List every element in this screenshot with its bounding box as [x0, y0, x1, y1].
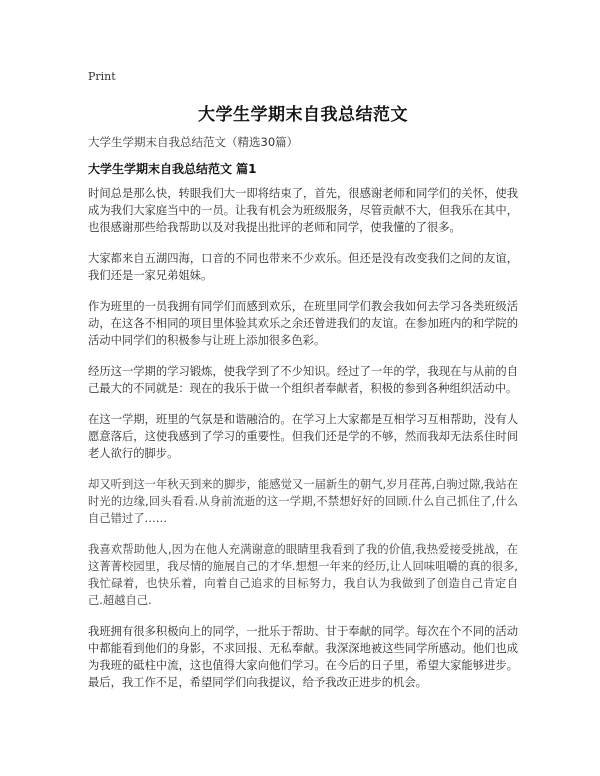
paragraph-1: 时间总是那么快，转眼我们大一即将结束了，首先，很感谢老师和同学们的关怀，使我成为我们大家庭当中的一员。让我有机会为班级服务，尽管贡献不大，但我乐在其中，也很感谢那些给我帮助以及对我提出批评的老师和同学，使我懂的了很多。	[88, 187, 518, 234]
paragraph-8: 我班拥有很多积极向上的同学，一批乐于帮助、甘于奉献的同学。每次在个不同的活动中都能看到他们的身影，不求回报、无私奉献。我深深地被这些同学所感动。他们也成为我班的砥柱中流，这也值得大家向他们学习。在今后的日子里，希望大家能够进步。最后，我工作不足，希望同学们向我提议，给予我改正进步的机会。	[88, 625, 518, 689]
paragraph-4: 经历这一学期的学习锻炼，使我学到了不少知识。经过了一年的学，我现在与从前的自己最大的不同就是：现在的我乐于做一个组织者奉献者，积极的参到各种组织活动中。	[88, 365, 518, 395]
paragraph-5: 在这一学期，班里的气氛是和谐融洽的。在学习上大家都是互相学习互相帮助，没有人愿意落后，这使我感到了学习的重要性。但我们还是学的不够，然而我却无法系住时间老人欲行的脚步。	[88, 413, 518, 460]
print-label: Print	[88, 70, 116, 83]
document-subtitle: 大学生学期末自我总结范文（精选30篇）	[88, 135, 299, 149]
paragraph-3: 作为班里的一员我拥有同学们而感到欢乐，在班里同学们教会我如何去学习各类班级活动，在这各不相同的项目里体验其欢乐之余还曾进我们的友谊。在参加班内的和学院的活动中同学们的积极参与让班上添加很多色彩。	[88, 300, 518, 347]
section-heading: 大学生学期末自我总结范文 篇1	[88, 162, 257, 176]
document-body	[88, 185, 518, 705]
paragraph-2: 大家都来自五湖四海，口音的不同也带来不少欢乐。但还是没有改变我们之间的友谊，我们还是一家兄弟姐妹。	[88, 252, 518, 282]
document-title: 大学生学期末自我总结范文	[198, 105, 408, 125]
paragraph-7: 我喜欢帮助他人,因为在他人充满谢意的眼睛里我看到了我的价值,我热爱接受挑战，在这菁菁校园里，我尽情的施展自己的才华.想想一年来的经历,让人回味咀嚼的真的很多,我忙碌着，也快乐着，向着自己追求的目标努力，我自认为我做到了创造自己肯定自己.超越自己.	[88, 543, 518, 607]
paragraph-6: 却又听到这一年秋天到来的脚步，能感觉又一届新生的朝气,岁月荏苒,白驹过隙,我站在时光的边缘,回头看看.从身前流逝的这一学期,不禁想好好的回顾.什么自己抓住了,什么自己错过了……	[88, 478, 518, 525]
